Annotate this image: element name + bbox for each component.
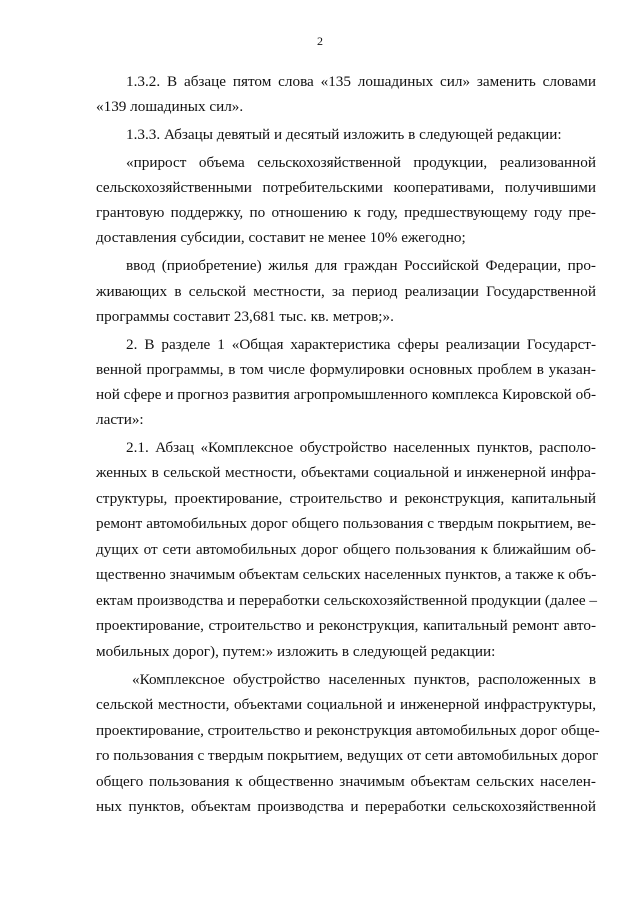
text-line: сельской местности, объектами социальной и инженерной инфраструктуры, (96, 696, 596, 713)
text-line: «Комплексное обустройство населенных пунктов, расположенных в (132, 671, 596, 688)
text-line: 1.3.2. В абзаце пятом слова «135 лошадиных сил» заменить словами (126, 73, 596, 90)
page-number: 2 (317, 34, 323, 48)
text-line: венной программы, в том числе формулировки основных проблем в указан- (96, 361, 596, 378)
text-line: щественно значимым объектам сельских населенных пунктов, а также к объ- (96, 566, 597, 583)
text-line: ласти»: (96, 411, 144, 428)
text-line: доставления субсидии, составит не менее 10% ежегодно; (96, 229, 466, 246)
text-line: 2. В разделе 1 «Общая характеристика сферы реализации Государст- (126, 336, 596, 353)
text-line: проектирование, строительство и реконструкция, капитальный ремонт авто- (96, 617, 596, 634)
text-line: живающих в сельской местности, за период реализации Государственной (96, 283, 596, 300)
text-line: мобильных дорог), путем:» изложить в следующей редакции: (96, 643, 496, 660)
text-line: программы составит 23,681 тыс. кв. метров;». (96, 308, 394, 325)
text-line: сельскохозяйственными потребительскими кооперативами, получившими (96, 179, 596, 196)
text-line: ной сфере и прогноз развития агропромышленного комплекса Кировской об- (96, 386, 596, 403)
text-line: «139 лошадиных сил». (96, 98, 244, 115)
text-line: структуры, проектирование, строительство и реконструкция, капитальный (96, 490, 596, 507)
text-line: 2.1. Абзац «Комплексное обустройство населенных пунктов, располо- (126, 439, 596, 456)
text-line: женных в сельской местности, объектами социальной и инженерной инфра- (96, 464, 596, 481)
text-line: дущих от сети автомобильных дорог общего пользования к ближайшим об- (96, 541, 596, 558)
text-line: ввод (приобретение) жилья для граждан Российской Федерации, про- (126, 257, 596, 274)
text-line: ектам производства и переработки сельскохозяйственной продукции (далее – (96, 592, 597, 609)
text-line: ремонт автомобильных дорог общего пользования с твердым покрытием, ве- (96, 515, 596, 532)
text-line: «прирост объема сельскохозяйственной продукции, реализованной (126, 154, 596, 171)
text-line: общего пользования к общественно значимым объектам сельских населен- (96, 773, 596, 790)
text-line: ных пунктов, объектам производства и переработки сельскохозяйственной (96, 798, 596, 815)
text-line: го пользования с твердым покрытием, ведущих от сети автомобильных дорог (96, 747, 599, 764)
text-line: проектирование, строительство и реконструкция автомобильных дорог обще- (96, 722, 600, 739)
text-line: 1.3.3. Абзацы девятый и десятый изложить в следующей редакции: (126, 126, 562, 143)
text-line: грантовую поддержку, по отношению к году, предшествующему году пре- (96, 204, 596, 221)
